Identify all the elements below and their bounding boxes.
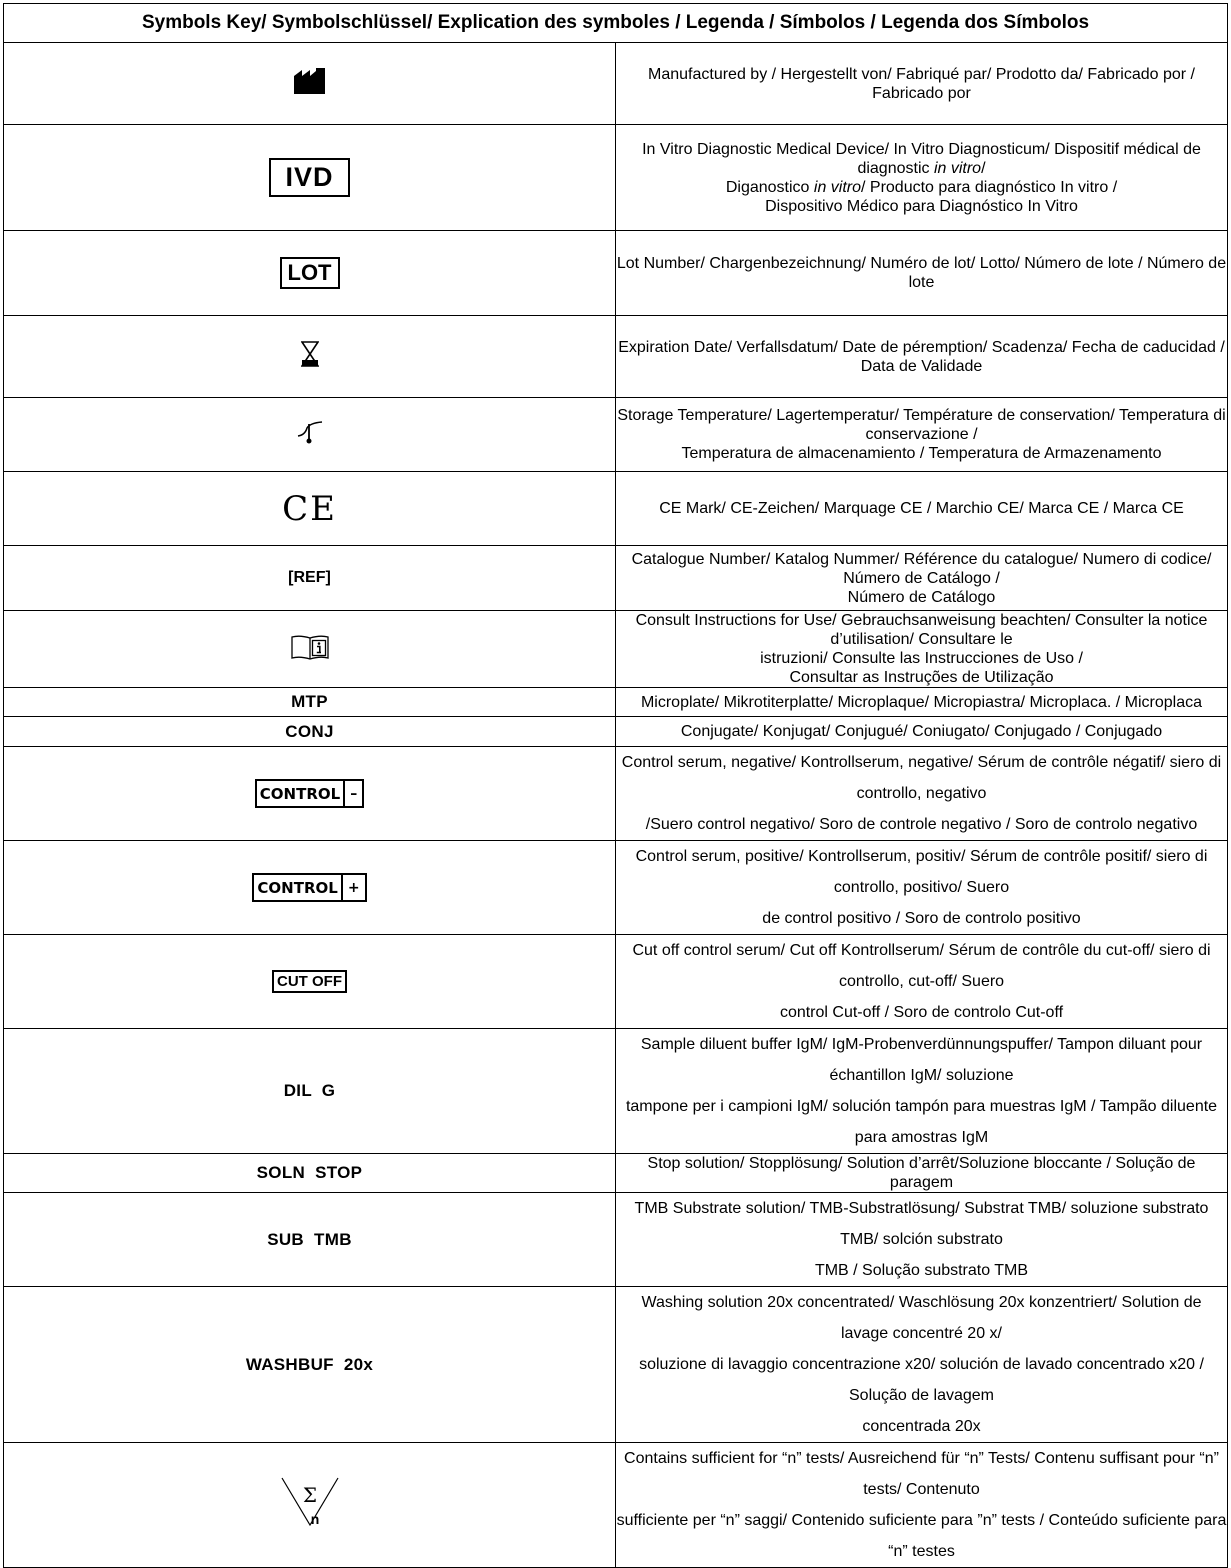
row-description: TMB Substrate solution/ TMB-Substratlösung/ Substrat TMB/ soluzione substrato TMB/ solción substrato TMB / Solução substrato TMB: [616, 1193, 1228, 1287]
table-row: [4, 688, 1228, 717]
table-row: [4, 935, 1228, 1029]
row-description: Microplate/ Mikrotiterplatte/ Microplaque/ Micropiastra/ Microplaca. / Microplaca: [616, 688, 1228, 717]
table-row: [4, 1154, 1228, 1193]
ivd-symbol: IVD: [269, 158, 349, 197]
row-description: Lot Number/ Chargenbezeichnung/ Numéro de lot/ Lotto/ Número de lote / Número de lote: [616, 231, 1228, 316]
row-description: In Vitro Diagnostic Medical Device/ In Vitro Diagnosticum/ Dispositif médical de diagnostic in vitro/ Diganostico in vitro/ Producto para diagnóstico In vitro / Dispositivo Médico para Diagnóstico In Vitro: [616, 125, 1228, 231]
table-row: [4, 747, 1228, 841]
instructions-book-icon: [291, 634, 329, 660]
row-description: Control serum, negative/ Kontrollserum, negative/ Sérum de contrôle négatif/ siero di controllo, negativo /Suero control negativo/ Soro de controle negativo / Soro de controlo negativo: [616, 747, 1228, 841]
cut-off-symbol: CUT OFF: [272, 970, 347, 993]
row-description: Expiration Date/ Verfallsdatum/ Date de péremption/ Scadenza/ Fecha de caducidad / Data de Validade: [616, 316, 1228, 398]
ce-mark-icon: CE: [282, 488, 337, 529]
row-description: Stop solution/ Stopplösung/ Solution d’arrêt/Soluzione bloccante / Solução de paragem: [616, 1154, 1228, 1193]
sub-tmb-symbol: SUB TMB: [267, 1229, 352, 1249]
table-header: Symbols Key/ Symbolschlüssel/ Explication des symboles / Legenda / Símbolos / Legenda dos Símbolos: [4, 4, 1228, 43]
table-row: [4, 398, 1228, 472]
thermometer-icon: [297, 420, 323, 444]
table-row: [4, 125, 1228, 231]
table-row: [4, 841, 1228, 935]
row-description: Manufactured by / Hergestellt von/ Fabriqué par/ Prodotto da/ Fabricado por / Fabricado por: [616, 43, 1228, 125]
svg-text:n: n: [310, 1510, 319, 1527]
table-row: [4, 1287, 1228, 1443]
row-description: Consult Instructions for Use/ Gebrauchsanweisung beachten/ Consulter la notice d’utilisation/ Consultare le istruzioni/ Consulte las Instrucciones de Uso / Consultar as Instruções de Utilização: [616, 611, 1228, 688]
dil-g-symbol: DIL G: [283, 1081, 336, 1100]
row-description: Cut off control serum/ Cut off Kontrollserum/ Sérum de contrôle du cut-off/ siero di controllo, cut-off/ Suero control Cut-off / Soro de controlo Cut-off: [616, 935, 1228, 1029]
row-description: Control serum, positive/ Kontrollserum, positiv/ Sérum de contrôle positif/ siero di controllo, positivo/ Suero de control positivo / Soro de controlo positivo: [616, 841, 1228, 935]
row-description: Contains sufficient for “n” tests/ Ausreichend für “n” Tests/ Contenu suffisant pour “n” tests/ Contenuto sufficiente per “n” saggi/ Contenido suficiente para ”n” tests / Conteúdo suficiente para “n” testes: [616, 1443, 1228, 1568]
row-description: Storage Temperature/ Lagertemperatur/ Température de conservation/ Temperatura di conservazione / Temperatura de almacenamiento / Temperatura de Armazenamento: [616, 398, 1228, 472]
factory-icon: [294, 68, 326, 94]
table-row: [4, 546, 1228, 611]
conj-symbol: CONJ: [285, 721, 334, 741]
row-description: Washing solution 20x concentrated/ Waschlösung 20x konzentriert/ Solution de lavage concentré 20 x/ soluzione di lavaggio concentrazione x20/ solución de lavado concentrado x20 / Solução de lavagem concentrada 20x: [616, 1287, 1228, 1443]
table-row: [4, 43, 1228, 125]
table-row: [4, 1029, 1228, 1154]
table-row: [4, 717, 1228, 747]
lot-symbol: LOT: [280, 257, 340, 289]
symbols-key-table: [3, 3, 1228, 1568]
row-description: Conjugate/ Konjugat/ Conjugué/ Coniugato/ Conjugado / Conjugado: [616, 717, 1228, 747]
ref-symbol: [REF]: [288, 569, 331, 586]
table-row: [4, 611, 1228, 688]
table-row: [4, 472, 1228, 546]
washbuf-symbol: WASHBUF 20x: [245, 1354, 374, 1374]
hourglass-icon: [301, 341, 319, 367]
row-description: Catalogue Number/ Katalog Nummer/ Référence du catalogue/ Numero di codice/ Número de Catálogo / Número de Catálogo: [616, 546, 1228, 611]
control-negative-symbol: CONTROL –: [255, 779, 364, 808]
row-description: CE Mark/ CE-Zeichen/ Marquage CE / Marchio CE/ Marca CE / Marca CE: [616, 472, 1228, 546]
control-positive-symbol: CONTROL +: [252, 873, 366, 902]
table-row: [4, 231, 1228, 316]
mtp-symbol: MTP: [291, 692, 328, 711]
svg-text:Σ: Σ: [302, 1482, 317, 1507]
row-description: Sample diluent buffer IgM/ IgM-Probenverdünnungspuffer/ Tampon diluant pour échantillon IgM/ soluzione tampone per i campioni IgM/ solución tampón para muestras IgM / Tampão diluente para amostras IgM: [616, 1029, 1228, 1154]
table-row: [4, 1443, 1228, 1568]
tests-count-icon: [280, 1475, 340, 1531]
soln-stop-symbol: SOLN STOP: [256, 1163, 363, 1182]
table-row: [4, 1193, 1228, 1287]
table-row: [4, 316, 1228, 398]
